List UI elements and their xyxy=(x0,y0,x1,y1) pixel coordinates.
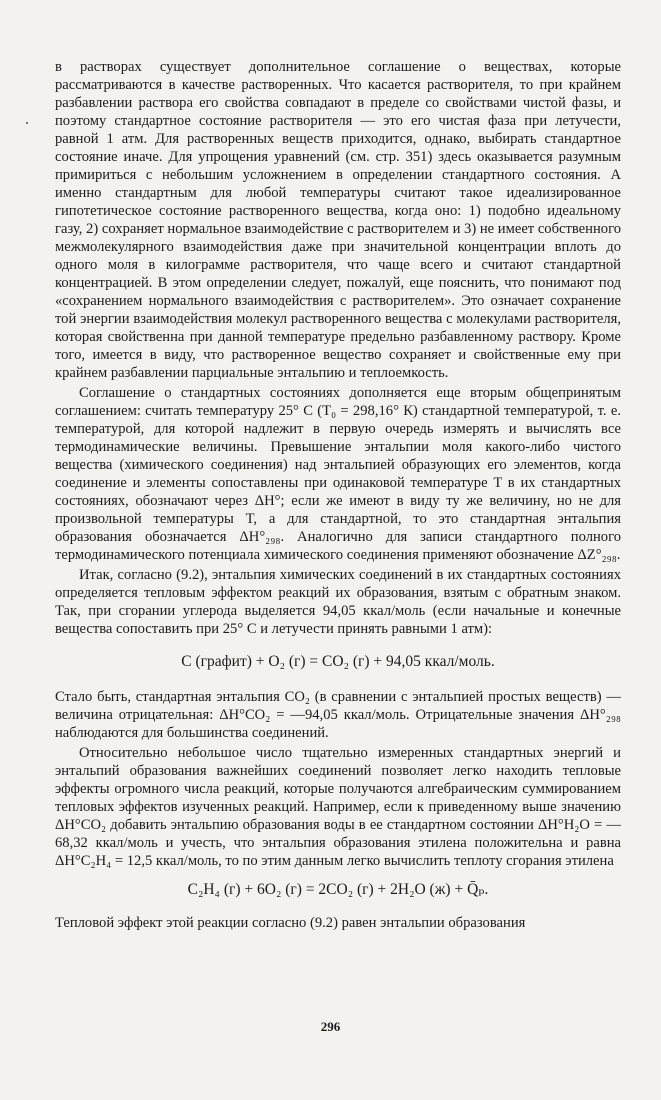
paragraph-3: Итак, согласно (9.2), энтальпия химических соединений в их стандартных состояниях определяется тепловым эффектом реакций их образования, взятым с обратным знаком. Так, при сгорании углерода выделяется 94,05 ккал/моль (если начальные и конечные вещества сопоставить при 25° С и летучести принять равными 1 атм): xyxy=(55,567,621,637)
page-number: 296 xyxy=(320,1019,341,1034)
paragraph-2: Соглашение о стандартных состояниях дополняется еще вторым общепринятым соглашением: считать температуру 25° С (T₀ = 298,16° К) стандартной температурой, т. е. температурой, для которой надлежит в первую очередь измерять и вычислять все термодинамические величины. Превышение энтальпии моля какого-либо чистого вещества (химического соединения) над энтальпией образующих его элементов, когда соединение и элементы сопоставлены при одинаковой температуре T в их стандартных состояниях, обозначают через ΔH°; если же имеют в виду ту же величину, но не для произвольной температуры T, а для стандартной, то это стандартная энтальпия образования обозначается ΔH°₂₉₈. Аналогично для записи стандартного полного термодинамического потенциала химического соединения применяют обозначение ΔZ°₂₉₈. xyxy=(55,385,621,563)
paragraph-5: Относительно небольшое число тщательно измеренных стандартных энергий и энтальпий образования важнейших соединений позволяет легко находить тепловые эффекты огромного числа реакций, которые получаются алгебраическим суммированием тепловых эффектов изученных реакций. Например, если к приведенному выше значению ΔH°CO₂ добавить энтальпию образования воды в ее стандартном состоянии ΔH°H₂O = — 68,32 ккал/моль и учесть, что энтальпия образования этилена положительна и равна ΔH°C₂H₄ = 12,5 ккал/моль, то по этим данным легко вычислить теплоту сгорания этилена xyxy=(55,745,621,869)
paragraph-6: Тепловой эффект этой реакции согласно (9.2) равен энтальпии образования xyxy=(55,915,526,931)
formula-carbon-combustion: С (графит) + O₂ (г) = CO₂ (г) + 94,05 ккал/моль. xyxy=(181,653,495,670)
paragraph-4: Стало быть, стандартная энтальпия CO₂ (в сравнении с энтальпией простых веществ) — величина отрицательная: ΔH°CO₂ = —94,05 ккал/моль. Отрицательные значения ΔH°₂₉₈ наблюдаются для большинства соединений. xyxy=(55,689,621,741)
formula-ethylene-combustion: C₂H₄ (г) + 6O₂ (г) = 2CO₂ (г) + 2H₂O (ж) + Q̄ₚ. xyxy=(187,881,489,898)
scan-speck xyxy=(26,122,28,124)
paragraph-1: в растворах существует дополнительное соглашение о веществах, которые рассматриваются в качестве растворенных. Что касается растворителя, то при крайнем разбавлении раствора его свойства совпадают в пределе со свойствами чистой фазы, и поэтому стандартное состояние растворителя — это его чистая фаза при летучести, равной 1 атм. Для растворенных веществ приходится, однако, выбирать стандартное состояние иначе. Для упрощения уравнений (см. стр. 351) здесь оказывается разумным примириться с небольшим усложнением в определении стандартного состояния. А именно стандартным для любой температуры считают такое идеализированное гипотетическое состояние растворенного вещества, когда оно: 1) подобно идеальному газу, 2) сохраняет нормальное взаимодействие с растворителем и 3) не имеет собственного межмолекулярного взаимодействия даже при значительной концентрации вплоть до одного моля в килограмме растворителя, что чаще всего и считают стандартной концентрацией. В этом определении следует, пожалуй, еще пояснить, что понимают под «сохранением нормального взаимодействия с растворителем». Это означает сохранение той энергии взаимодействия молекул растворенного вещества с молекулами растворителя, которая свойственна при данной температуре предельно разбавленному раствору. Кроме того, имеется в виду, что растворенное вещество сохраняет и свойственные ему при крайнем разбавлении парциальные энтальпию и теплоемкость. xyxy=(55,59,621,381)
